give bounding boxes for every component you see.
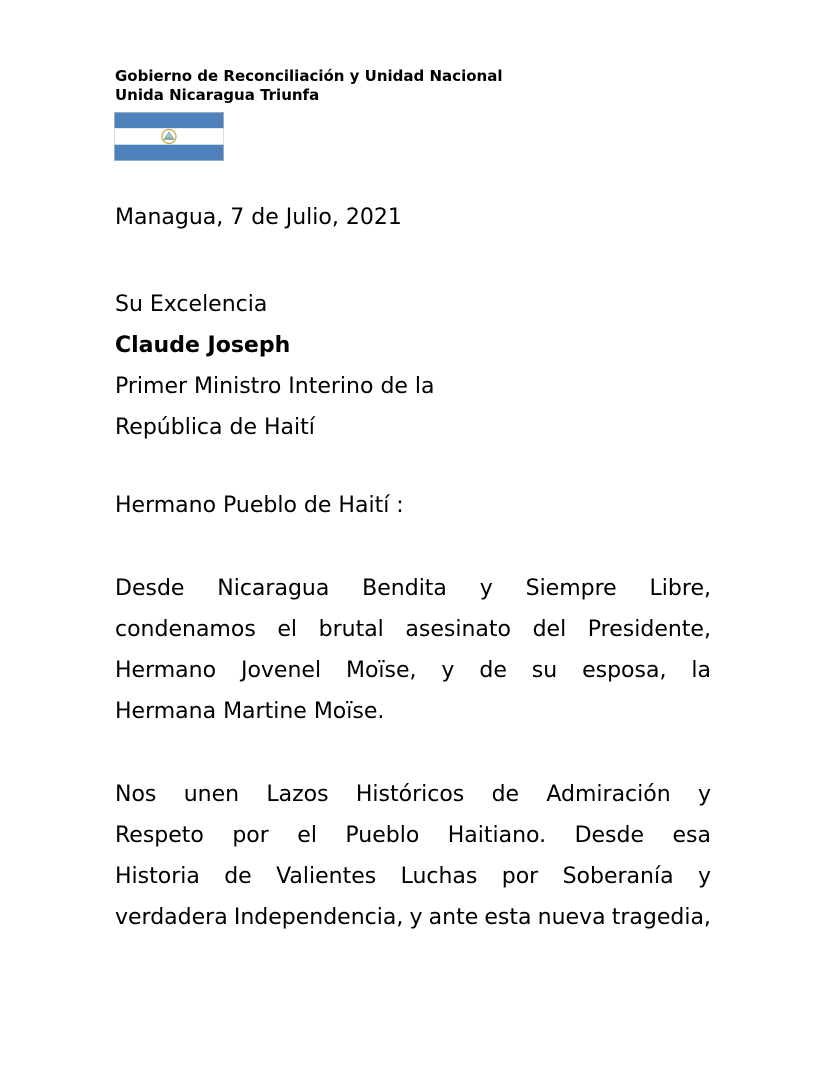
paragraph-line — [115, 774, 711, 815]
paragraph-word: por — [232, 823, 269, 848]
paragraph-word: Hermana — [115, 699, 217, 724]
paragraph-word: esposa, — [582, 658, 667, 683]
flag-bottom-stripe — [114, 145, 224, 161]
paragraph-word: y — [697, 782, 711, 807]
paragraph-word: condenamos — [115, 617, 256, 642]
paragraph-word: verdadera — [115, 905, 228, 930]
paragraph-line — [115, 856, 711, 897]
paragraph-word: Haitiano. — [447, 823, 547, 848]
flag-graphic — [114, 112, 224, 161]
paragraph-word: de — [491, 782, 520, 807]
recipient-block — [115, 284, 435, 448]
paragraph-word: del — [532, 617, 567, 642]
paragraph-word: esta — [484, 905, 532, 930]
paragraph-word: Moïse, — [345, 658, 417, 683]
paragraph-word: Históricos — [355, 782, 465, 807]
paragraph-word: Valientes — [276, 864, 377, 889]
paragraph-word: Bendita — [362, 576, 447, 601]
letter-date: Managua, 7 de Julio, 2021 — [115, 205, 402, 230]
paragraph-word: unen — [183, 782, 240, 807]
paragraph-word: y — [479, 576, 493, 601]
paragraph-word: Luchas — [400, 864, 478, 889]
paragraph-word: y — [441, 658, 455, 683]
nicaragua-flag-image — [114, 112, 224, 161]
salutation: Hermano Pueblo de Haití : — [115, 493, 404, 518]
flag-top-stripe — [114, 112, 224, 128]
paragraph-word: Lazos — [266, 782, 329, 807]
paragraph-word: nueva — [537, 905, 606, 930]
paragraph-line — [115, 815, 711, 856]
paragraph-line — [115, 650, 711, 691]
paragraph-word: brutal — [318, 617, 384, 642]
body-paragraph-2 — [115, 774, 711, 938]
paragraph-word: el — [277, 617, 298, 642]
paragraph-word: Jovenel — [240, 658, 322, 683]
paragraph-word: Nos — [115, 782, 157, 807]
paragraph-word: Soberanía — [562, 864, 674, 889]
paragraph-word: Siempre — [525, 576, 617, 601]
paragraph-word: Independencia, — [233, 905, 404, 930]
recipient-name: Claude Joseph — [115, 333, 291, 358]
recipient-role-line2: República de Haití — [115, 415, 315, 440]
paragraph-word: ante — [428, 905, 479, 930]
recipient-title: Su Excelencia — [115, 292, 268, 317]
paragraph-word: de — [224, 864, 252, 889]
paragraph-word: Presidente, — [587, 617, 711, 642]
letterhead — [115, 67, 502, 105]
paragraph-word: Historia — [115, 864, 200, 889]
letterhead-slogan: Unida Nicaragua Triunfa — [115, 86, 320, 104]
paragraph-word: el — [297, 823, 317, 848]
paragraph-word: la — [691, 658, 711, 683]
paragraph-word: y — [409, 905, 423, 930]
letterhead-government-name: Gobierno de Reconciliación y Unidad Nacional — [115, 67, 503, 85]
paragraph-word: tragedia, — [611, 905, 711, 930]
paragraph-word: Moïse. — [313, 699, 385, 724]
paragraph-line — [115, 609, 711, 650]
paragraph-word: Desde — [115, 576, 185, 601]
paragraph-word: Pueblo — [345, 823, 420, 848]
paragraph-word: por — [501, 864, 539, 889]
paragraph-line — [115, 897, 711, 938]
paragraph-word: Libre, — [649, 576, 711, 601]
paragraph-word: Admiración — [546, 782, 671, 807]
paragraph-word: y — [697, 864, 711, 889]
recipient-role-line1: Primer Ministro Interino de la — [115, 374, 435, 399]
paragraph-word: Respeto — [115, 823, 204, 848]
paragraph-line — [115, 691, 711, 732]
paragraph-word: Martine — [223, 699, 307, 724]
paragraph-word: Nicaragua — [217, 576, 330, 601]
paragraph-word: de — [479, 658, 507, 683]
paragraph-word: asesinato — [405, 617, 511, 642]
paragraph-word: esa — [672, 823, 711, 848]
paragraph-line — [115, 568, 711, 609]
paragraph-word: su — [531, 658, 558, 683]
paragraph-word: Desde — [574, 823, 645, 848]
paragraph-word: Hermano — [115, 658, 217, 683]
body-paragraph-1 — [115, 568, 711, 732]
